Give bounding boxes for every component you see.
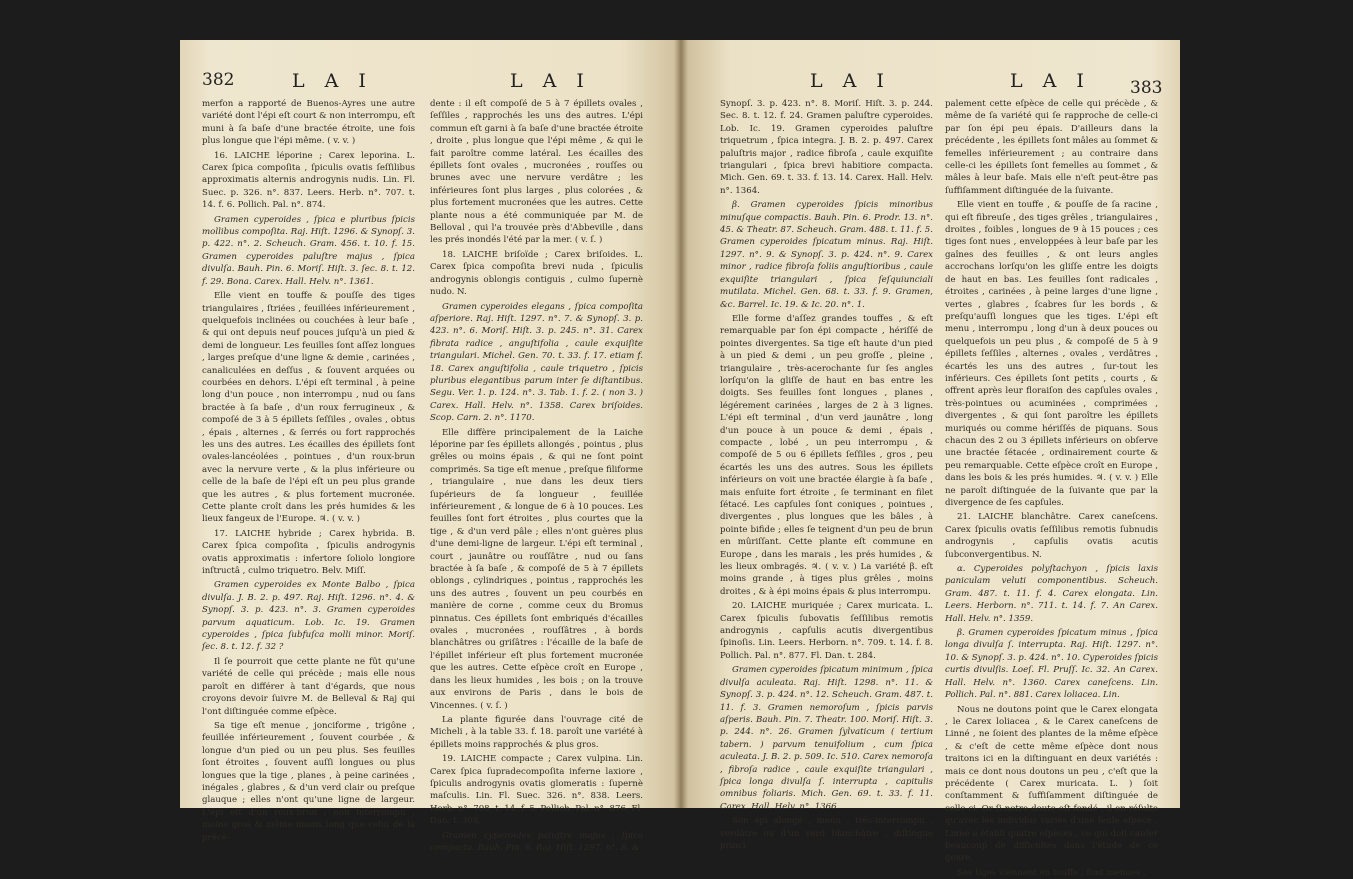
paragraph: 20. LAICHE muriquée ; Carex muricata. L. Carex ſpiculis ſubovatis ſeſſilibus remotis androgynis , capſulis acutis divergentibus ſpinoſis. Lin. Leers. Herborn. n°. 709. t. 14. f. 8. Pollich. Pal. n°. 877. Fl. Dan. t. 284. [720, 601, 933, 661]
running-head: L A I [1010, 70, 1091, 92]
paragraph: Son épi alongé , menu , très-interrompu , verdâtre ou d'un verd blanchâtre , diſtingue princi- [720, 816, 933, 851]
right-page-header [680, 70, 1180, 98]
paragraph: Gramen cyperoides ſpicatum minimum , ſpica divulſa aculeata. Raj. Hiſt. 1298. n°. 11. & Synopſ. 3. p. 424. n°. 12. Scheuch. Gram. 487. t. 11. f. 3. Gramen nemoroſum , ſpicis parvis aſperis. Bauh. Pin. 7. Theatr. 100. Moriſ. Hiſt. 3. p. 244. n°. 26. Gramen ſylvaticum ( tertium tabern. ) parvum tenuifolium , cum ſpica aculeata. J. B. 2. p. 509. Ic. 510. Carex nemoroſa , fibroſa radice , caule exquiſite triangulari , ſpica longa divulſa ſ. interrupta , capitulis omnibus foliaris. Mich. Gen. 69. t. 33. f. 11. Carex. Hall. Helv. n°. 1366. [720, 665, 933, 812]
paragraph: Il ſe pourroit que cette plante ne fût qu'une variété de celle qui précède ; mais elle nous paroît en différer à tant d'égards, que nous croyons devoir ſuivre M. de Belleval & Raj qui l'ont diſtinguée comme eſpèce. [202, 656, 415, 717]
page-number: 383 [1130, 78, 1163, 98]
paragraph: Elle forme d'aſſez grandes touffes , & eſt remarquable par ſon épi compacte , hériſſé de pointes divergentes. Sa tige eſt haute d'un pied à un pied & demi , un peu groſſe , pleine , triangulaire , très-acerochante ſur ſes angles lorſqu'on la gliſſe de haut en bas entre les doigts. Ses feuilles ſont longues , planes , légérement carinées , larges de 2 à 3 lignes. L'épi eſt terminal , d'un verd jaunâtre , long d'un pouce à un pouce & demi , épais , compacte , lobé , un peu interrompu , & compoſé de 5 ou 6 épillets ſeſſiles , gros , peu écartés les uns des autres. Sous les épillets inférieurs on voit une bractée élargie à ſa baſe , mais enſuite fort étroite , ſe terminant en filet ſétacé. Les capſules ſont coniques , pointues , divergentes , plus longues que les bâles , à pointe bifide ; elles ſe teignent d'un peu de brun en mûriſſant. Cette plante eſt commune en Europe , dans les marais , les prés humides , & les lieux ombragés. ♃. ( v. v. ) La variété β. eſt moins grande , à tiges plus grêles , moins droites , & à épi moins épais & plus interrompu. [720, 313, 933, 597]
paragraph: Elle vient en touffe & pouſſe des tiges triangulaires , ſtriées , feuillées inférieurement , quelquefois inclinées ou couchées à leur baſe , & qui ont depuis neuf pouces juſqu'à un pied & demi de longueur. Les feuilles ſont aſſez longues , larges preſque d'une ligne & demie , carinées , canaliculées en deſſus , & ſouvent arquées ou courbées en dehors. L'épi eſt terminal , à peine long d'un pouce , non interrompu , nud ou ſans bractée à ſa baſe , d'un roux ferrugineux , & compoſé de 3 à 5 épillets ſeſſiles , ovales , obtus , épais , alternes , & ſerrés ou fort rapprochés les uns des autres. Les écailles des épillets ſont ovales-lancéolées , pointues , d'un roux-brun avec la nervure verte , & la plus inférieure ou celle de la baſe de l'épi eſt un peu plus grande que les autres , & plus fortement mucronée. Cette plante croît dans les prés humides & les lieux fangeux de l'Europe. ♃. ( v. v. ) [202, 291, 415, 525]
paragraph: Synopſ. 3. p. 423. n°. 8. Moriſ. Hiſt. 3. p. 244. Sec. 8. t. 12. f. 24. Gramen paluſtre cyperoides. Lob. Ic. 19. Gramen cyperoides paluſtre triquetrum , ſpica integra. J. B. 2. p. 497. Carex paluſtris major , radice fibroſa , caule exquiſite triangulari , ſpica brevi habitiore compacta. Mich. Gen. 69. t. 33. f. 13. 14. Carex. Hall. Helv. n°. 1364. [720, 99, 933, 196]
paragraph: merfon a rapporté de Buenos-Ayres une autre variété dont l'épi eſt court & non interrompu, eſt muni à ſa baſe d'une bractée étroite, une fois plus longue que l'épi même. ( v. v. ) [202, 99, 415, 147]
paragraph: Gramen cyperoides ex Monte Balbo , ſpica divulſa. J. B. 2. p. 497. Raj. Hiſt. 1296. n°. 4. & Synopſ. 3. p. 423. n°. 3. Gramen cyperoides parvum aquaticum. Lob. Ic. 19. Gramen cyperoides , ſpica ſubfuſca molli minor. Moriſ. ſec. 8. t. 12. f. 32 ? [202, 580, 415, 653]
paragraph: palement cette eſpèce de celle qui précède , & même de ſa variété qui ſe rapproche de celle-ci par ſon épi peu épais. D'ailleurs dans la précédente , les épillets ſont mâles au ſommet & femelles inférieurement ; au contraire dans celle-ci les épillets ſont femelles au ſommet , & mâles à leur baſe. Mais elle n'eſt peut-être pas ſuffiſamment diſtinguée de la ſuivante. [945, 99, 1158, 196]
page-number: 382 [202, 70, 235, 90]
left-page-column-2 [430, 98, 643, 853]
paragraph: 18. LAICHE briſoïde ; Carex briſoides. L. Carex ſpica compoſita brevi nuda , ſpiculis androgynis oblongis contiguis , culmo ſupernè nudo. N. [430, 249, 643, 298]
running-head: L A I [292, 70, 373, 92]
left-page-column-1 [202, 98, 415, 843]
running-head: L A I [810, 70, 891, 92]
running-head: L A I [510, 70, 591, 92]
left-page-header [180, 70, 680, 98]
right-page-column-2 [945, 98, 1159, 878]
paragraph: β. Gramen cyperoides ſpicatum minus , ſpica longa divulſa ſ. interrupta. Raj. Hiſt. 1297. n°. 10. & Synopſ. 3. p. 424. n°. 10. Cyperoides ſpicis curtis divulſis. Loeſ. Fl. Pruſſ. Ic. 32. An Carex. Hall. Helv. n°. 1360. Carex caneſcens. Lin. Pollich. Pal. n°. 881. Carex loliacea. Lin. [945, 628, 1159, 701]
right-page-column-1 [720, 98, 933, 851]
paragraph: La plante figurée dans l'ouvrage cité de Micheli , à la table 33. f. 18. paroît une variété à épillets moins rapprochés & plus gros. [430, 714, 643, 750]
paragraph: Elle vient en touffe , & pouſſe de ſa racine , qui eſt fibreuſe , des tiges grêles , triangulaires , droites , foibles , longues de 9 à 15 pouces ; ces tiges ſont nues , enveloppées à leur baſe par les gaînes des feuilles , & ont leurs angles accrochans lorſqu'on les gliſſe entre les doigts de haut en bas. Les feuilles ſont radicales , étroites , carinées , à peine larges d'une ligne , vertes , glabres , ſcabres ſur les bords , & preſqu'auſſi longues que les tiges. L'épi eſt menu , interrompu , long d'un à deux pouces ou quelquefois un peu plus , & compoſé de 5 à 9 épillets ſeſſiles , alternes , ovales , verdâtres , écartés les uns des autres , ſur-tout les inférieurs. Ces épillets ſont petits , courts , & offrent après leur floraiſon des capſules ovales , très-pointues ou acuminées , comprimées , divergentes , & qui ſont paroître les épillets muriqués ou comme hériſſés de piquans. Sous chacun des 2 ou 3 épillets inférieurs on obſerve une bractée ſétacée , ordinairement courte & peu remarquable. Cette eſpèce croît en Europe , dans les bois & les prés humides. ♃. ( v. v. ) Elle ne paroît diſtinguée de la ſuivante que par la divergence de ſes capſules. [945, 200, 1158, 508]
paragraph: β. Gramen cyperoides ſpicis minoribus minuſque compactis. Bauh. Pin. 6. Prodr. 13. n°. 45. & Theatr. 87. Scheuch. Gram. 488. t. 11. f. 5. Gramen cyperoides ſpicatum minus. Raj. Hiſt. 1297. n°. 9. & Synopſ. 3. p. 424. n°. 9. Carex minor , radice fibroſa foliis anguſtioribus , caule exquiſite triangulari , ſpica ſeſquiunciali mutilata. Michel. Gen. 68. t. 33. f. 9. Gramen, &c. Barrel. Ic. 19. & Ic. 20. n°. 1. [720, 200, 933, 310]
paragraph: 19. LAICHE compacte ; Carex vulpina. Lin. Carex ſpica ſupradecompoſita inferne laxiore , ſpiculis androgynis ovatis glomeratis : ſupernè maſculis. Lin. Fl. Suec. 326. n°. 838. Leers. Herb. n°. 708. t. 14. f. 5. Pollich. Pal. n°. 876. Fl. Dan. t. 308. [430, 754, 643, 827]
paragraph: Gramen cyperoides elegans , ſpica compoſita aſperiore. Raj. Hiſt. 1297. n°. 7. & Synopſ. 3. p. 423. n°. 6. Moriſ. Hiſt. 3. p. 245. n°. 31. Carex fibrata radice , anguſtifolia , caule exquiſite triangulari. Michel. Gen. 70. t. 33. f. 17. etiam f. 18. Carex anguſtifolia , caule triquetro , ſpicis pluribus elegantibus parum inter ſe diſtantibus. Segu. Ver. 1. p. 124. n°. 3. Tab. 1. f. 2. ( non 3. ) Carex. Hall. Helv. n°. 1358. Carex briſoides. Scop. Carn. 2. n°. 1170. [430, 301, 643, 424]
right-page [680, 40, 1180, 878]
paragraph: Nous ne doutons point que le Carex elongata , le Carex loliacea , & le Carex caneſcens de Linné , ne ſoient des plantes de la même eſpèce , & c'eſt de cette même eſpèce dont nous traitons ici en la diſtinguant en deux variétés : mais ce dont nous doutons un peu , c'eſt que la précédente ( Carex muricata. L. ) ſoit conſtamment & ſuffiſamment diſtinguée de celle-ci. Or ſi notre doute eſt fondé , il en réſulte qu'avec les individus variés d'une ſeule eſpèce , Linné a établi quatre eſpèces , ce qui doit cauſer beaucoup de difficultés dans l'étude de ce genre. [945, 704, 1158, 864]
paragraph: Elle diffère principalement de la Laiche léporine par ſes épillets allongés , pointus , plus grêles ou moins épais , & qui ne ſont point comprimés. Sa tige eſt menue , preſque filiforme , triangulaire , nue dans les deux tiers ſupérieurs de ſa longueur , feuillée inférieurement , & longue de 6 à 10 pouces. Les feuilles ſont fort étroites , plus courtes que la tige , & d'un verd pâle ; elles n'ont guères plus d'une demi-ligne de largeur. L'épi eſt terminal , court , jaunâtre ou rouſſâtre , nud ou ſans bractée à ſa baſe , & compoſé de 5 à 7 épillets oblongs , cylindriques , pointus , rapprochés les uns des autres , ſouvent un peu courbés en manière de corne , comme ceux du Bromus pinnatus. Ces épillets ſont embriqués d'écailles ovales , mucronées , rouſſâtres , à bords blanchâtres ou griſâtres : l'écaille de la baſe de l'épillet inférieur eſt plus fortement mucronée que les autres. Cette eſpèce croît en Europe , dans les lieux humides , les bois ; on la trouve aux environs de Paris , dans le bois de Vincennes. ( v. ſ. ) [430, 427, 643, 711]
paragraph: Ses tiges viennent en touffe , font menues , [957, 867, 1146, 878]
left-page [180, 40, 680, 853]
paragraph: α. Cyperoides polyſtachyon , ſpicis laxis paniculam veluti componentibus. Scheuch. Gram. 487. t. 11. f. 4. Carex elongata. Lin. Leers. Herborn. n°. 711. t. 14. f. 7. An Carex. Hall. Helv. n°. 1359. [945, 564, 1158, 624]
paragraph: 16. LAICHE léporine ; Carex leporina. L. Carex ſpica compoſita , ſpiculis ovatis ſeſſilibus approximatis alternis androgynis nudis. Lin. Fl. Suec. p. 326. n°. 837. Leers. Herb. n°. 707. t. 14. f. 6. Pollich. Pal. n°. 874. [202, 150, 415, 211]
paragraph: 21. LAICHE blanchâtre. Carex caneſcens. Carex ſpiculis ovatis ſeſſilibus remotis ſubnudis androgynis , capſulis ovatis acutis ſubconvergentibus. N. [945, 512, 1158, 560]
paragraph: dente : il eſt compoſé de 5 à 7 épillets ovales , ſeſſiles , rapprochés les uns des autres. L'épi commun eſt garni à ſa baſe d'une bractée étroite , droite , plus longue que l'épi même , & qui le fait paroître comme latéral. Les écailles des épillets ſont ovales , mucronées , rouſſes ou brunes avec une nervure verdâtre ; les inférieures ſont plus larges , plus colorées , & plus fortement mucronées que les autres. Cette plante nous a été communiquée par M. de Belloval , qui l'a trouvée près d'Abbeville , dans les prés inondés l'été par la mer. ( v. ſ. ) [430, 99, 643, 246]
paragraph: Gramen cyperoides paluſtre majus , ſpica compacta. Bauh. Pin. 6. Raj. Hiſt. 1297. n°. 8. & [430, 830, 643, 853]
paragraph: Sa tige eſt menue , jonciforme , trigône , feuillée inférieurement , ſouvent courbée , & longue d'un pied ou un peu plus. Ses feuilles ſont étroites , ſouvent auſſi longues ou plus longues que la tige , planes , à peine carinées , inégales , glabres , & d'un verd clair ou preſque glauque ; elles n'ont qu'une ligne de largeur. L'épi eſt d'un roux-brun , non interrompu , moins gros & même moins long que celui de la précé- [202, 720, 415, 843]
book-gutter [674, 40, 688, 808]
open-book-spread [180, 40, 1180, 878]
paragraph: 17. LAICHE hybride ; Carex hybrida. B. Carex ſpica compoſita , ſpiculis androgynis ovatis approximatis : infertore ſoliolo longiore inſtructâ , culmo triquetro. Belv. Miſſ. [202, 528, 415, 577]
paragraph: Gramen cyperoides , ſpica e pluribus ſpicis mollibus compoſita. Raj. Hiſt. 1296. & Synopſ. 3. p. 422. n°. 2. Scheuch. Gram. 456. t. 10. f. 15. Gramen cyperoides paluſtre majus , ſpica divulſa. Bauh. Pin. 6. Moriſ. Hiſt. 3. ſec. 8. t. 12. f. 29. Bona. Carex. Hall. Helv. n°. 1361. [202, 214, 415, 287]
